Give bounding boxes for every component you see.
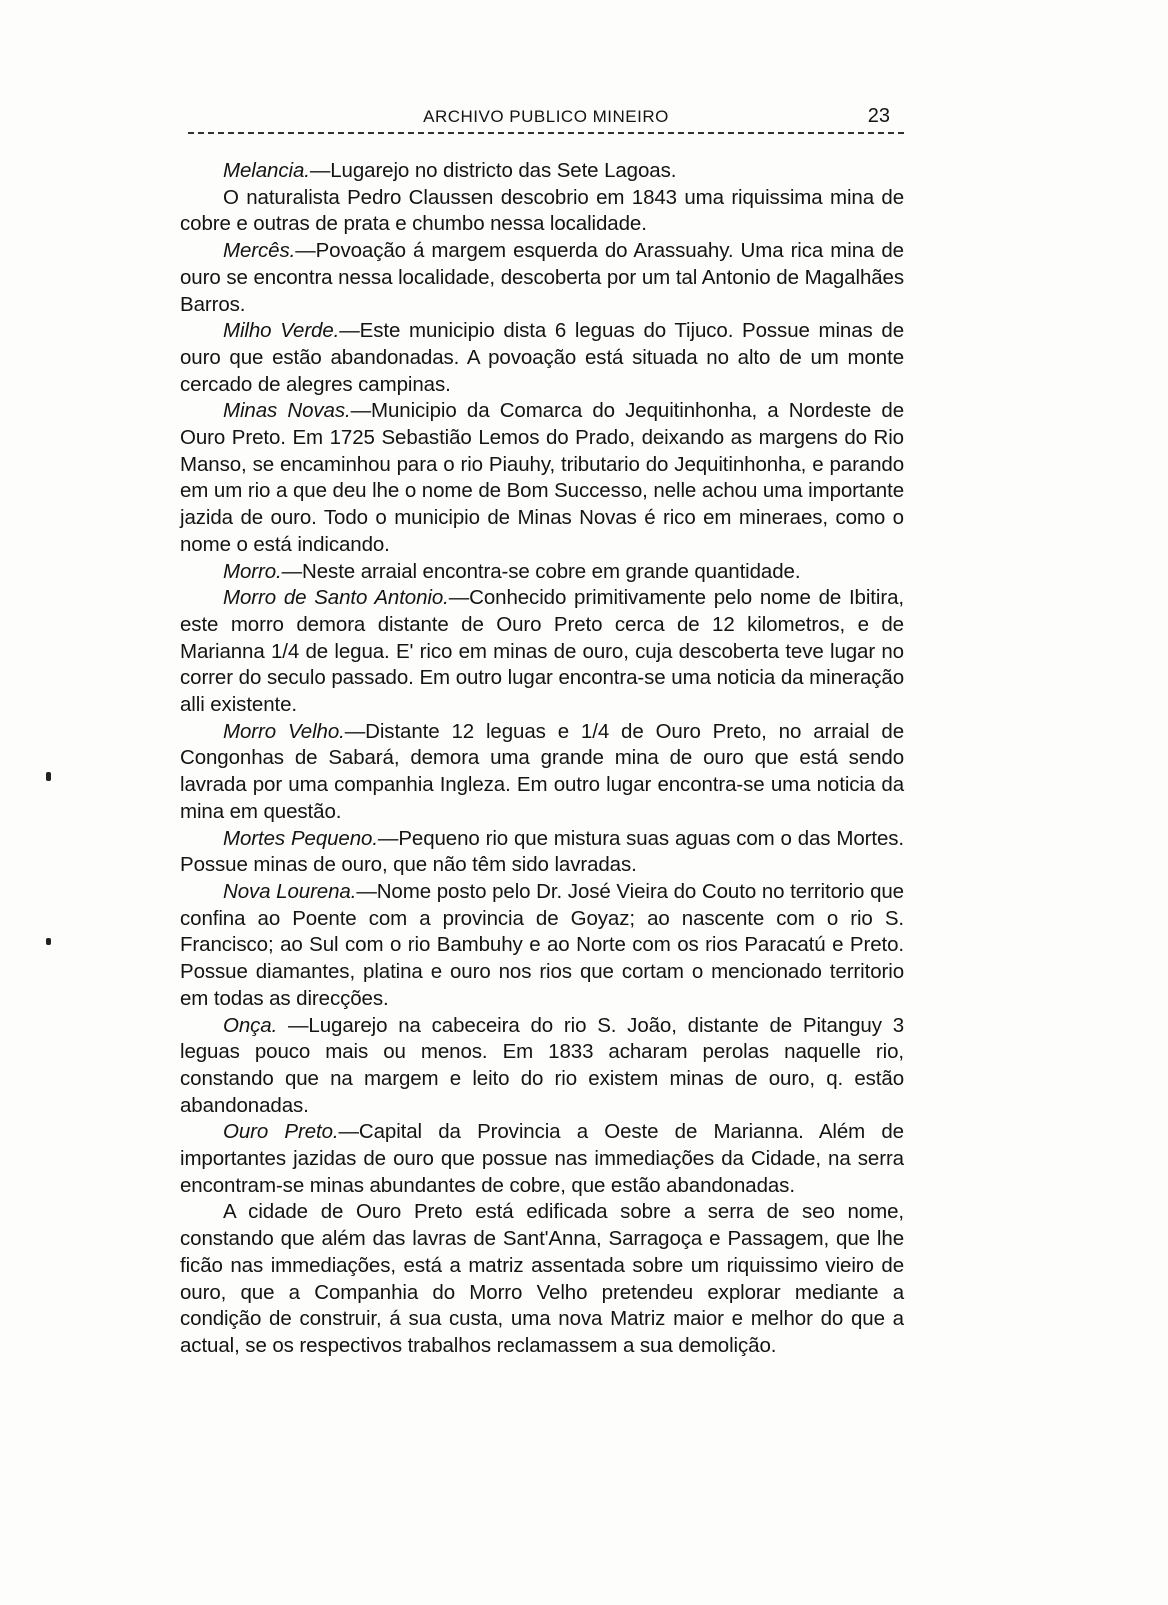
entry-nova-lourena [180,879,904,1013]
entry-text: —Lugarejo no districto das Sete Lagoas. [309,159,677,182]
page-number: 23 [867,105,890,127]
entry-ouro-preto-continued [180,1199,904,1359]
entry-text: —Neste arraial encontra-se cobre em grande quantidade. [281,559,801,583]
body-text [180,158,904,1360]
entry-text: —Pequeno rio que mistura suas aguas com o das Mortes. Possue minas de ouro, que não têm sido lavradas. [180,826,904,877]
entry-text: A cidade de Ouro Preto está edificada sobre a serra de seo nome, constando que além das lavras de Sant'Anna, Sarragoça e Passagem, que lhe ficão nas immediações, está a matriz assentada sobre um riquissimo vieiro de ouro, que a Companhia do Morro Velho pretendeu explorar mediante a condição de construir, á sua custa, uma nova Matriz maior e melhor do que a actual, se os respectivos trabalhos reclamassem a sua demolição. [180,1200,904,1357]
running-header [188,103,904,133]
entry-term: Morro. [223,559,282,583]
entry-term: Nova Lourena. [223,879,357,903]
entry-minas-novas [180,398,904,558]
entry-term: Morro Velho. [223,719,345,743]
entry-melancia-continued [180,185,904,238]
entry-text: —Capital da Provincia a Oeste de Marianna. Além de importantes jazidas de ouro que possue nas immediações da Cidade, na serra encontram-se minas abundantes de cobre, que estão abandonadas. [180,1120,904,1197]
entry-term: Mercês. [223,239,296,263]
header-rule [188,132,904,134]
entry-text: O naturalista Pedro Claussen descobrio em 1843 uma riquissima mina de cobre e outras de prata e chumbo nessa localidade. [180,185,904,236]
entry-mortes-pequeno [180,826,904,879]
entry-onca [180,1013,904,1120]
entry-morro-de-santo-antonio [180,585,904,719]
entry-term: Mortes Pequeno. [223,826,378,850]
entry-merces [180,238,904,318]
entry-term: Ouro Preto. [223,1120,339,1144]
entry-melancia [180,158,904,185]
entry-text: —Povoação á margem esquerda do Arassuahy. Uma rica mina de ouro se encontra nessa localidade, descoberta por um tal Antonio de Magalhães Barros. [180,239,904,316]
entry-text: —Conhecido primitivamente pelo nome de Ibitira, este morro demora distante de Ouro Preto cerca de 12 kilometros, e de Marianna 1/4 de legua. E' rico em minas de ouro, cuja descoberta teve lugar no correr do seculo passado. Em outro lugar encontra-se uma noticia da mineração alli existente. [180,586,904,717]
entry-term: Morro de Santo Antonio. [223,586,449,610]
entry-term: Onça. [223,1013,278,1037]
entry-term: Melancia. [223,159,310,182]
entry-text: —Este municipio dista 6 leguas do Tijuco. Possue minas de ouro que estão abandonadas. A povoação está situada no alto de um monte cercado de alegres campinas. [180,319,905,396]
entry-text: —Nome posto pelo Dr. José Vieira do Couto no territorio que confina ao Poente com a provincia de Goyaz; ao nascente com o rio S. Francisco; ao Sul com o rio Bambuhy e ao Norte com os rios Paracatú e Preto. Possue diamantes, platina e ouro nos rios que cortam o mencionado territorio em todas as direcções. [180,879,904,1010]
entry-ouro-preto [180,1119,904,1199]
entry-text: —Municipio da Comarca do Jequitinhonha, a Nordeste de Ouro Preto. Em 1725 Sebastião Lemos do Prado, deixando as margens do Rio Manso, se encaminhou para o rio Piauhy, tributario do Jequitinhonha, e parando em um rio a que deu lhe o nome de Bom Successo, nelle achou uma importante jazida de ouro. Todo o municipio de Minas Novas é rico em mineraes, como o nome o está indicando. [180,399,904,556]
margin-mark [46,938,51,945]
entry-term: Minas Novas. [223,399,351,423]
header-title: ARCHIVO PUBLICO MINEIRO [423,107,669,126]
margin-mark [46,772,51,781]
entry-morro-velho [180,719,904,826]
entry-term: Milho Verde. [223,319,340,343]
entry-text: —Lugarejo na cabeceira do rio S. João, distante de Pitanguy 3 leguas pouco mais ou menos. Em 1833 acharam perolas naquelle rio, constando que na margem e leito do rio existem minas de ouro, q. estão abandonadas. [180,1013,904,1117]
entry-morro [180,559,904,586]
entry-milho-verde [180,318,904,398]
entry-text: —Distante 12 leguas e 1/4 de Ouro Preto, no arraial de Congonhas de Sabará, demora uma grande mina de ouro que está sendo lavrada por uma companhia Ingleza. Em outro lugar encontra-se uma noticia da mina em questão. [180,719,904,823]
